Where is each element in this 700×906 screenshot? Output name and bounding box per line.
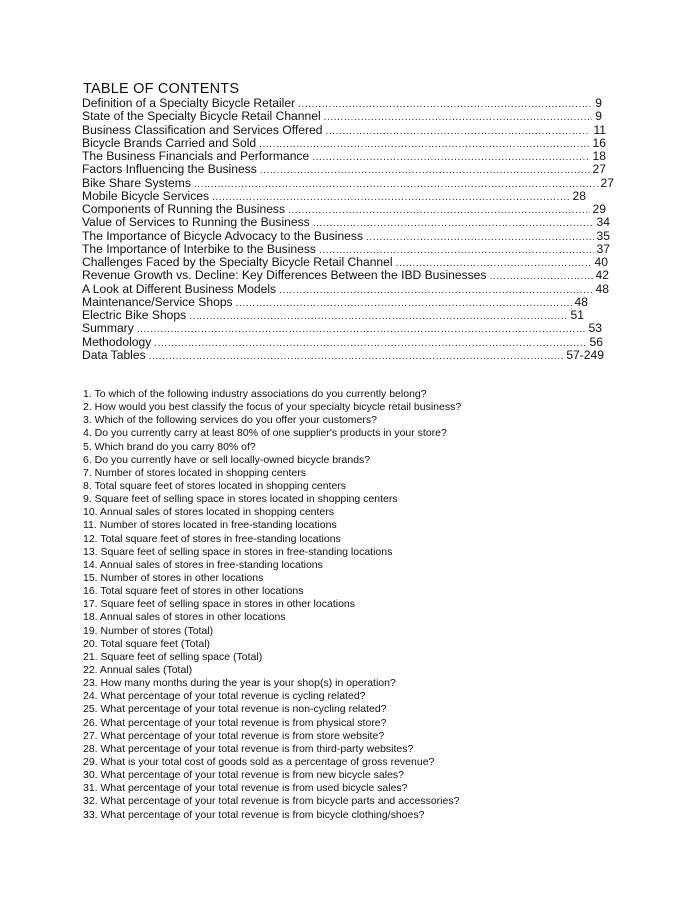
toc-entry-label: Methodology — [82, 334, 152, 349]
toc-entry-label: Bike Share Systems — [82, 175, 191, 190]
list-item: 16. Total square feet of stores in other locations — [83, 585, 304, 598]
toc-entry-label: Bicycle Brands Carried and Sold — [82, 135, 257, 150]
list-item: 31. What percentage of your total revenue is from used bicycle sales? — [83, 782, 408, 795]
toc-entry — [82, 124, 606, 137]
toc-entry-page: 57-249 — [566, 347, 604, 362]
toc-leader-dots — [194, 178, 598, 191]
list-item: 6. Do you currently have or sell locally-owned bicycle brands? — [83, 453, 371, 466]
toc-entry-page: 27 — [600, 175, 614, 190]
toc-entry — [82, 296, 588, 309]
list-item: 33. What percentage of your total revenue is from bicycle clothing/shoes? — [83, 808, 425, 821]
toc-leader-dots — [236, 297, 572, 310]
toc-entry — [82, 110, 602, 123]
list-item: 1. To which of the following industry associations do you currently belong? — [83, 388, 427, 400]
toc-entries — [82, 97, 622, 362]
toc-entry — [82, 216, 610, 229]
list-item: 29. What is your total cost of goods sold as a percentage of gross revenue? — [83, 755, 435, 768]
toc-leader-dots — [489, 270, 592, 283]
list-item: 12. Total square feet of stores in free-standing locations — [83, 532, 341, 545]
list-item: 7. Number of stores located in shopping centers — [83, 466, 306, 479]
list-item: 30. What percentage of your total revenue is from new bicycle sales? — [83, 769, 404, 782]
toc-leader-dots — [312, 151, 589, 164]
list-item: 13. Square feet of selling space in stores in free-standing locations — [83, 545, 393, 558]
toc-entry — [82, 137, 606, 150]
list-item: 14. Annual sales of stores in free-standing locations — [83, 558, 323, 571]
toc-entry-label: Factors Influencing the Business — [82, 162, 257, 177]
toc-leader-dots — [324, 111, 593, 124]
toc-leader-dots — [189, 310, 567, 323]
toc-entry — [82, 322, 602, 335]
list-item: 24. What percentage of your total revenue is cycling related? — [83, 690, 366, 703]
list-item: 23. How many months during the year is your shop(s) in operation? — [83, 677, 396, 690]
list-item: 17. Square feet of selling space in stores in other locations — [83, 598, 355, 611]
toc-entry-page: 16 — [592, 135, 606, 150]
list-item: 3. Which of the following services do you offer your customers? — [83, 414, 377, 427]
toc-entry-label: The Importance of Bicycle Advocacy to the Business — [82, 228, 363, 243]
toc-entry-label: Challenges Faced by the Specialty Bicycle Retail Channel — [82, 255, 393, 269]
toc-entry-label: Summary — [82, 321, 134, 336]
toc-leader-dots — [154, 337, 586, 350]
toc-entry-label: Data Tables — [82, 347, 146, 362]
toc-entry-page: 48 — [574, 294, 588, 309]
list-item: 10. Annual sales of stores located in shopping centers — [83, 506, 334, 519]
data-tables-list — [83, 388, 603, 822]
list-item: 32. What percentage of your total revenue is from bicycle parts and accessories? — [83, 795, 460, 808]
toc-entry — [82, 309, 584, 322]
list-item: 15. Number of stores in other locations — [83, 571, 264, 584]
toc-entry — [82, 150, 606, 163]
toc-entry-label: Value of Services to Running the Business — [82, 215, 310, 230]
toc-leader-dots — [279, 284, 592, 297]
toc-entry-label: Business Classification and Services Offered — [82, 122, 323, 137]
toc-entry — [82, 190, 586, 203]
toc-leader-dots — [288, 204, 590, 217]
toc-entry-page: 53 — [588, 321, 602, 336]
toc-entry — [82, 203, 606, 216]
toc-leader-dots — [366, 231, 594, 244]
list-item: 8. Total square feet of stores located in shopping centers — [83, 479, 347, 492]
list-item: 18. Annual sales of stores in other locations — [83, 611, 286, 624]
toc-entry-page: 9 — [595, 109, 602, 124]
toc-entry — [82, 97, 602, 110]
toc-leader-dots — [298, 98, 592, 111]
toc-entry-label: A Look at Different Business Models — [82, 281, 277, 296]
toc-entry — [82, 336, 603, 349]
toc-entry-page: 11 — [593, 122, 606, 137]
toc-leader-dots — [149, 350, 564, 363]
toc-entry-page: 56 — [589, 334, 603, 349]
list-item: 27. What percentage of your total revenue is from store website? — [83, 729, 385, 742]
toc-entry-label: State of the Specialty Bicycle Retail Channel — [82, 109, 321, 124]
toc-entry-page: 48 — [595, 281, 609, 296]
toc-entry-page: 28 — [572, 188, 586, 203]
list-item: 5. Which brand do you carry 80% of? — [83, 440, 256, 453]
list-item: 22. Annual sales (Total) — [83, 663, 193, 676]
toc-entry-page: 34 — [596, 215, 610, 230]
toc-entry-page: 40 — [594, 255, 608, 269]
list-item: 26. What percentage of your total revenue is from physical store? — [83, 716, 387, 729]
toc-entry-page: 37 — [596, 241, 610, 256]
toc-entry-page: 51 — [570, 308, 584, 322]
toc-entry-page: 9 — [595, 96, 602, 110]
list-item: 25. What percentage of your total revenue is non-cycling related? — [83, 703, 387, 716]
list-item: 21. Square feet of selling space (Total) — [83, 650, 263, 663]
toc-entry-page: 27 — [592, 162, 606, 177]
toc-entry — [82, 283, 609, 296]
toc-entry-label: Definition of a Specialty Bicycle Retailer — [82, 96, 296, 110]
toc-entry-label: The Importance of Interbike to the Business — [82, 241, 316, 256]
toc-entry-page: 42 — [595, 268, 609, 283]
toc-entry-label: The Business Financials and Performance — [82, 149, 310, 163]
toc-entry-label: Components of Running the Business — [82, 202, 286, 216]
list-item: 11. Number of stores located in free-standing locations — [83, 519, 337, 532]
toc-entry — [82, 177, 614, 190]
toc-leader-dots — [260, 164, 590, 177]
toc-leader-dots — [137, 323, 586, 336]
toc-entry-page: 35 — [596, 228, 610, 243]
list-item: 28. What percentage of your total revenue is from third-party websites? — [83, 742, 414, 755]
toc-entry — [82, 163, 606, 176]
toc-entry — [82, 349, 604, 362]
toc-title: TABLE OF CONTENTS — [83, 81, 240, 97]
toc-entry — [82, 230, 610, 243]
toc-entry-label: Revenue Growth vs. Decline: Key Differences Between the IBD Businesses — [82, 268, 487, 283]
list-item: 4. Do you currently carry at least 80% of one supplier's products in your store? — [83, 427, 447, 440]
list-item: 9. Square feet of selling space in stores located in shopping centers — [83, 493, 398, 506]
toc-entry-page: 29 — [592, 202, 606, 216]
toc-entry-label: Maintenance/Service Shops — [82, 294, 233, 309]
toc-entry-label: Mobile Bicycle Services — [82, 188, 210, 203]
toc-entry-label: Electric Bike Shops — [82, 308, 187, 322]
list-item: 20. Total square feet (Total) — [83, 637, 211, 650]
toc-entry — [82, 256, 608, 269]
toc-leader-dots — [325, 125, 590, 138]
list-item: 2. How would you best classify the focus of your specialty bicycle retail business? — [83, 401, 462, 414]
toc-entry — [82, 269, 609, 282]
toc-entry-page: 18 — [592, 149, 606, 163]
list-item: 19. Number of stores (Total) — [83, 624, 214, 637]
toc-entry — [82, 243, 610, 256]
